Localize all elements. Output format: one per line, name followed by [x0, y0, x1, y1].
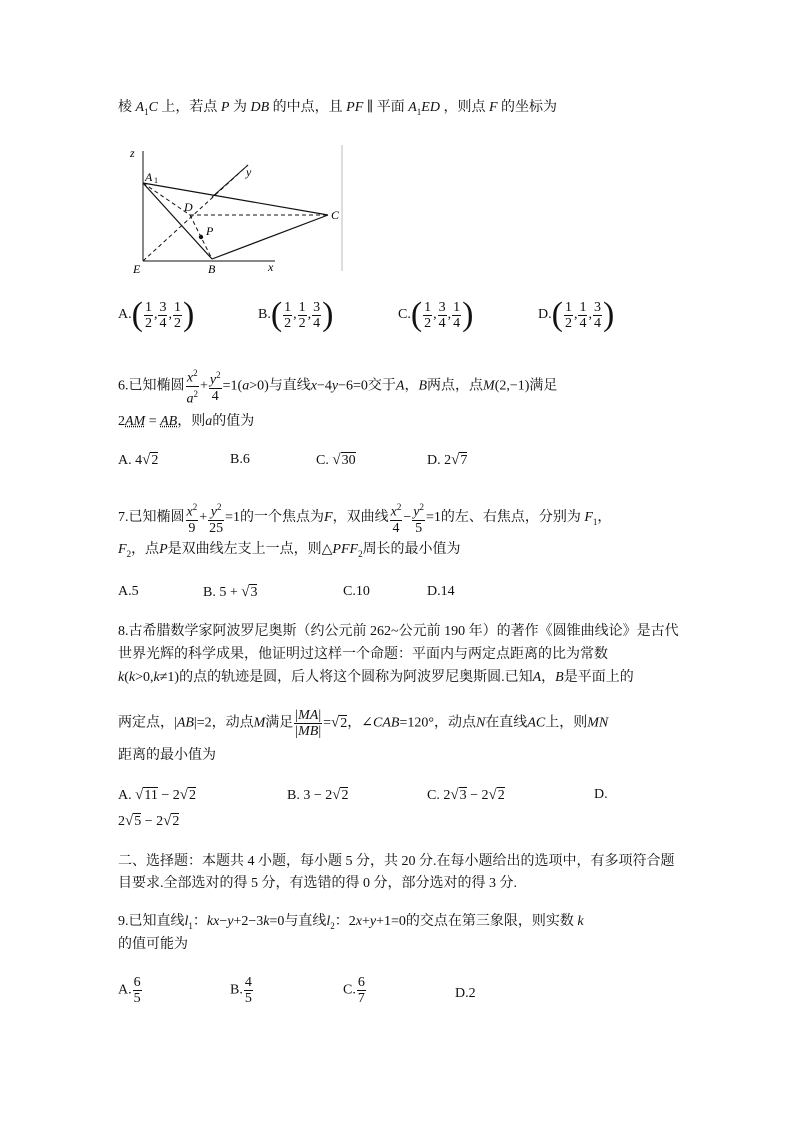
point-p-label: P	[206, 224, 214, 238]
q9-stem-line1: 9.已知直线$l_1$：kx−y+2−3k=0与直线$l_2$：2x+y+1=0的交点在第三象限，则实数 k	[118, 914, 584, 931]
point-c-label: C	[331, 208, 340, 222]
q8-stem-line1: 8.古希腊数学家阿波罗尼奥斯（约公元前 262~公元前 190 年）的著作《圆锥曲线论》是古代	[118, 624, 679, 639]
q6-option-c[interactable]: C. √30	[316, 452, 356, 468]
q7-stem-line1: 7.已知椭圆 $\frac{x^2}{9}$ + $\frac{y^2}{25}$ =1的一个焦点为F，双曲线 $\frac{x^2}{4}$ − $\frac{y^2}{5}$ =1的左、右焦点，分别为 $F_1$，	[118, 502, 612, 536]
section2-heading-line1: 二、选择题：本题共 4 小题，每小题 5 分，共 20 分.在每小题给出的选项中，有多项符合题	[118, 854, 675, 869]
q5-option-d[interactable]: D.( $\frac{1}{2}$ , $\frac{1}{4}$ , $\frac{3}{4}$ )	[538, 296, 615, 333]
q6-stem-line2: 2AM = AB，则a的值为	[118, 414, 255, 429]
q8-stem-line5: 距离的最小值为	[118, 748, 216, 763]
q9-option-a[interactable]: A. $\frac{6}{5}$	[118, 975, 141, 1006]
q8-stem-line2: 世界光辉的科学成果，他证明过这样一个命题：平面内与两定点距离的比为常数	[118, 647, 608, 662]
q6-option-a[interactable]: A. 4√2	[118, 452, 159, 468]
q8-option-b[interactable]: B. 3 − 2√2	[287, 787, 349, 803]
q7-option-d[interactable]: D.14	[427, 584, 455, 599]
q7-option-c[interactable]: C.10	[343, 584, 370, 599]
q5-geometry-figure	[128, 143, 348, 278]
axis-y-label: y	[246, 165, 252, 179]
q5-stem: 棱 $A_1C$ 上，若点 P 为 DB 的中点，且 PF ∥ 平面 $A_1ED$ ，则点 F 的坐标为	[118, 100, 558, 117]
point-a1-label: A	[145, 170, 153, 184]
q8-option-a[interactable]: A. √11 − 2√2	[118, 787, 196, 803]
q8-stem-line4: 两定点，|AB|=2，动点M满足 $\frac{|MA|}{|MB|}$ =√2，∠CAB=120°，动点N在直线AC上，则MN	[118, 708, 609, 739]
axis-z-label: z	[130, 146, 135, 160]
q5-option-b[interactable]: B.( $\frac{1}{2}$ , $\frac{1}{2}$ , $\frac{3}{4}$ )	[258, 296, 334, 333]
point-e-label: E	[133, 262, 141, 276]
q6-option-d[interactable]: D. 2√7	[427, 452, 468, 468]
axis-x-label: x	[268, 260, 274, 274]
q7-option-b[interactable]: B. 5 + √3	[203, 584, 258, 600]
q5-option-c[interactable]: C.( $\frac{1}{2}$ , $\frac{3}{4}$ , $\frac{1}{4}$ )	[398, 296, 474, 333]
pyramid-diagram	[128, 143, 348, 278]
q9-option-c[interactable]: C. $\frac{6}{7}$	[343, 975, 365, 1006]
q9-option-d[interactable]: D.2	[455, 986, 476, 1001]
q6-stem-line1: 6.已知椭圆 $\frac{x^2}{a^2}$ + $\frac{y^2}{4}$ =1(a>0)与直线x−4y−6=0交于A，B两点，点M(2,−1)满足	[118, 368, 558, 407]
point-d-label: D	[184, 200, 193, 214]
q8-option-d-label[interactable]: D.	[594, 787, 608, 802]
q8-stem-line3: k(k>0,k≠1)的点的轨迹是圆，后人将这个圆称为阿波罗尼奥斯圆.已知A，B是平面上的	[118, 670, 634, 685]
q5-option-a[interactable]: A.( $\frac{1}{2}$ , $\frac{3}{4}$ , $\frac{1}{2}$ )	[118, 296, 195, 333]
q8-option-c[interactable]: C. 2√3 − 2√2	[427, 787, 505, 803]
q7-option-a[interactable]: A.5	[118, 584, 139, 599]
section2-heading-line2: 目要求.全部选对的得 5 分，有选错的得 0 分，部分选对的得 3 分.	[118, 876, 517, 891]
q8-option-d-value[interactable]: 2√5 − 2√2	[118, 813, 180, 829]
point-a1-subscript: 1	[154, 176, 158, 185]
q6-option-b[interactable]: B.6	[230, 452, 250, 467]
q7-stem-line2: $F_2$，点P是双曲线左支上一点，则$\triangle PFF_2$周长的最小值为	[118, 542, 461, 559]
q9-stem-line2: 的值可能为	[118, 937, 188, 952]
q9-option-b[interactable]: B. $\frac{4}{5}$	[230, 975, 252, 1006]
point-b-label: B	[208, 262, 216, 276]
